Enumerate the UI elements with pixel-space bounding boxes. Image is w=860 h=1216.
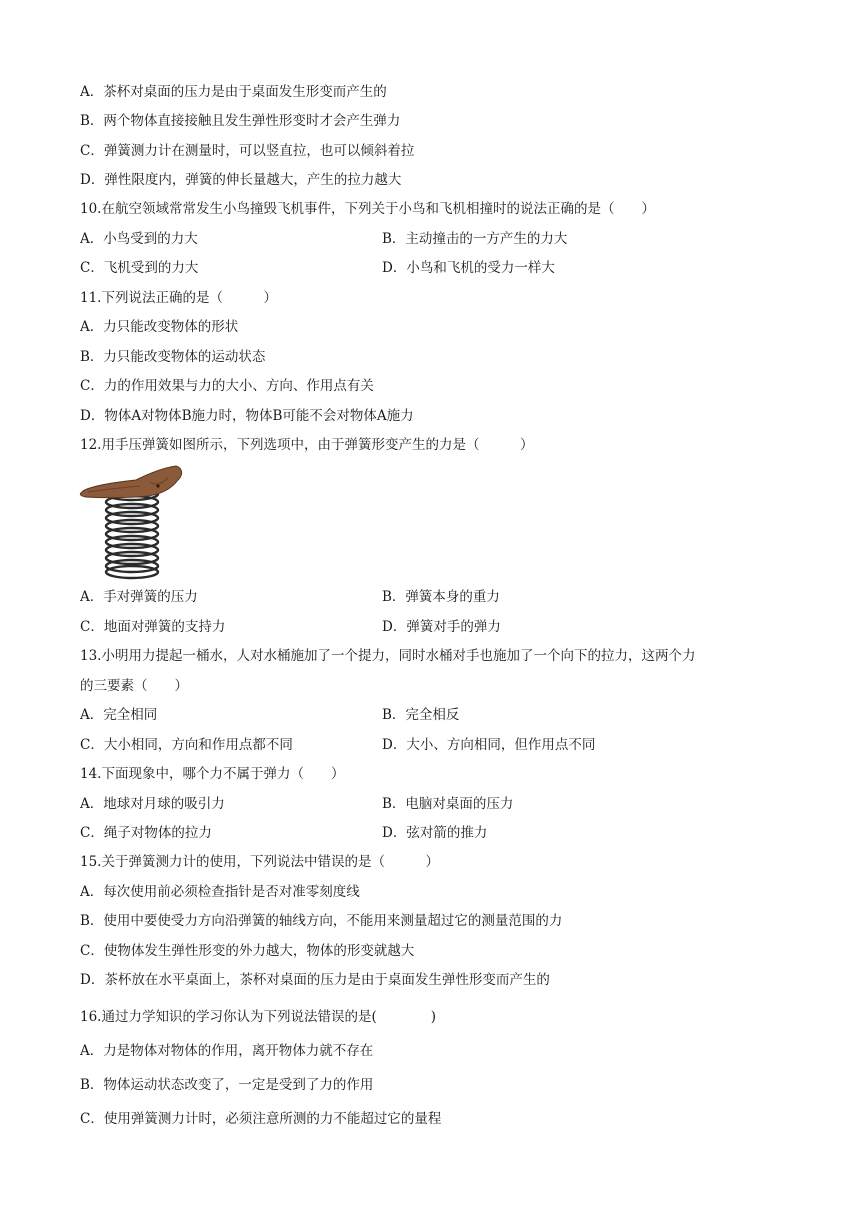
q9-option-a: A．茶杯对桌面的压力是由于桌面发生形变而产生的 bbox=[80, 84, 387, 100]
hand-pressing-spring-figure bbox=[78, 462, 188, 580]
q10-stem: 10.在航空领域常常发生小鸟撞毁飞机事件，下列关于小鸟和飞机相撞时的说法正确的是（ ） bbox=[80, 201, 655, 217]
q9-option-b: B．两个物体直接接触且发生弹性形变时才会产生弹力 bbox=[80, 113, 401, 129]
q16-option-b: B．物体运动状态改变了，一定是受到了力的作用 bbox=[80, 1077, 374, 1093]
q16-stem: 16.通过力学知识的学习你认为下列说法错误的是( ) bbox=[80, 1009, 437, 1025]
q10-option-d: D．小鸟和飞机的受力一样大 bbox=[382, 260, 555, 276]
q10-option-b: B．主动撞击的一方产生的力大 bbox=[382, 231, 568, 247]
hand-icon bbox=[80, 466, 181, 498]
q12-option-b: B．弹簧本身的重力 bbox=[382, 589, 500, 605]
q9-option-d: D．弹性限度内，弹簧的伸长量越大，产生的拉力越大 bbox=[80, 172, 402, 188]
q15-option-d: D．茶杯放在水平桌面上，茶杯对桌面的压力是由于桌面发生弹性形变而产生的 bbox=[80, 972, 550, 988]
q16-option-c: C．使用弹簧测力计时，必须注意所测的力不能超过它的量程 bbox=[80, 1111, 442, 1127]
q16-option-a: A．力是物体对物体的作用，离开物体力就不存在 bbox=[80, 1043, 374, 1059]
q14-option-a: A．地球对月球的吸引力 bbox=[80, 796, 225, 812]
q14-option-c: C．绳子对物体的拉力 bbox=[80, 825, 212, 841]
q13-stem-line2: 的三要素（ ） bbox=[80, 678, 188, 694]
q12-option-c: C．地面对弹簧的支持力 bbox=[80, 619, 226, 635]
q14-stem: 14.下面现象中，哪个力不属于弹力（ ） bbox=[80, 766, 345, 782]
q15-option-a: A．每次使用前必须检查指针是否对准零刻度线 bbox=[80, 884, 360, 900]
q11-stem: 11.下列说法正确的是（ ） bbox=[80, 290, 277, 306]
q14-option-b: B．电脑对桌面的压力 bbox=[382, 796, 514, 812]
q13-stem-line1: 13.小明用力提起一桶水，人对水桶施加了一个提力，同时水桶对手也施加了一个向下的拉力，这两个力 bbox=[80, 648, 696, 664]
q11-option-b: B．力只能改变物体的运动状态 bbox=[80, 349, 266, 365]
q13-option-a: A．完全相同 bbox=[80, 707, 158, 723]
q13-option-b: B．完全相反 bbox=[382, 707, 460, 723]
q10-option-c: C．飞机受到的力大 bbox=[80, 260, 199, 276]
q13-option-c: C．大小相同，方向和作用点都不同 bbox=[80, 737, 293, 753]
q12-option-a: A．手对弹簧的压力 bbox=[80, 589, 198, 605]
q11-option-a: A．力只能改变物体的形状 bbox=[80, 319, 239, 335]
q15-stem: 15.关于弹簧测力计的使用，下列说法中错误的是（ ） bbox=[80, 854, 439, 870]
q14-option-d: D．弦对箭的推力 bbox=[382, 825, 488, 841]
q12-stem: 12.用手压弹簧如图所示，下列选项中，由于弹簧形变产生的力是（ ） bbox=[80, 437, 534, 453]
q12-option-d: D．弹簧对手的弹力 bbox=[382, 619, 501, 635]
spring-coils bbox=[106, 488, 158, 578]
q15-option-b: B．使用中要使受力方向沿弹簧的轴线方向，不能用来测量超过它的测量范围的力 bbox=[80, 913, 563, 929]
q11-option-c: C．力的作用效果与力的大小、方向、作用点有关 bbox=[80, 378, 374, 394]
q11-option-d: D．物体A对物体B施力时，物体B可能不会对物体A施力 bbox=[80, 408, 414, 424]
q15-option-c: C．使物体发生弹性形变的外力越大，物体的形变就越大 bbox=[80, 943, 415, 959]
q9-option-c: C．弹簧测力计在测量时，可以竖直拉，也可以倾斜着拉 bbox=[80, 143, 415, 159]
q13-option-d: D．大小、方向相同，但作用点不同 bbox=[382, 737, 596, 753]
q10-option-a: A．小鸟受到的力大 bbox=[80, 231, 198, 247]
